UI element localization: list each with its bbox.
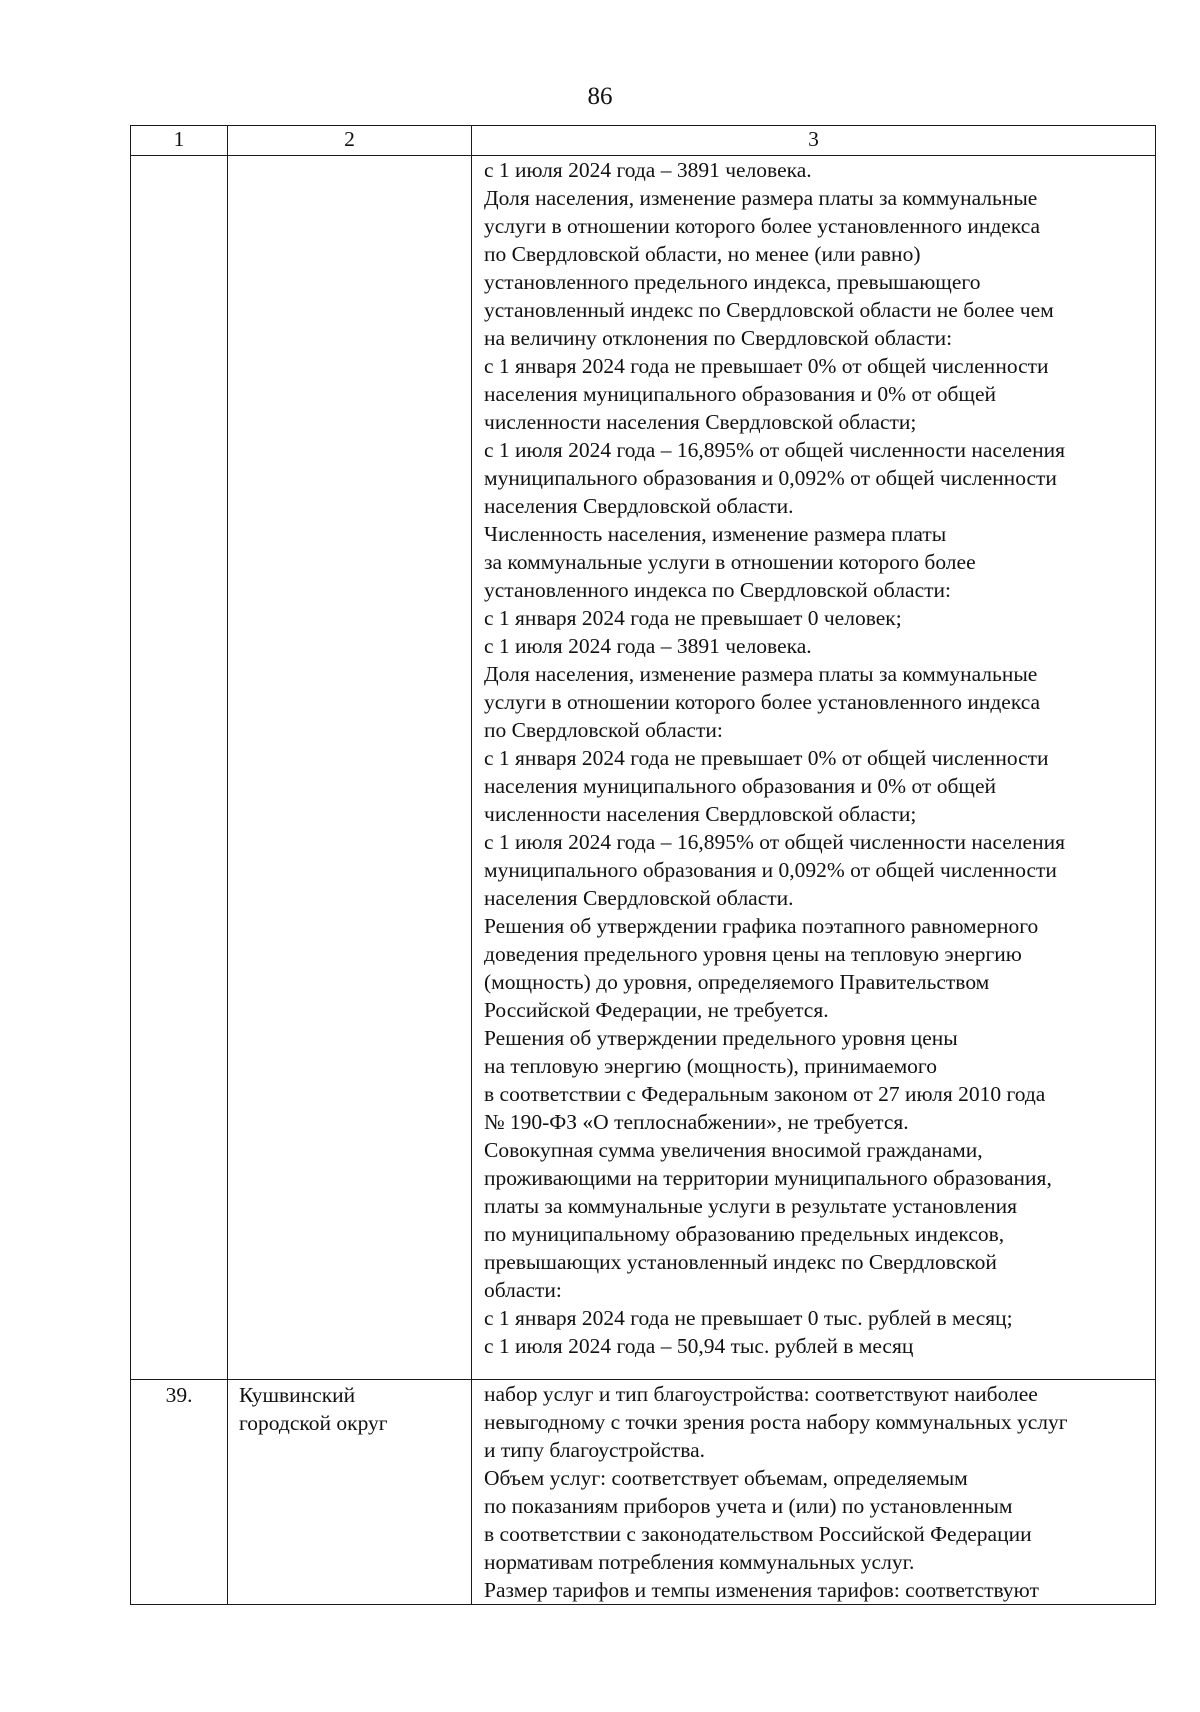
text-line: в соответствии с законодательством Российской Федерации [484, 1522, 1032, 1546]
text-line: Размер тарифов и темпы изменения тарифов: соответствуют [484, 1578, 1039, 1602]
text-line: невыгодному с точки зрения роста набору коммунальных услуг [484, 1410, 1068, 1434]
table-header-row [131, 126, 1156, 156]
text-line: услуги в отношении которого более установленного индекса [484, 214, 1041, 238]
text-line: населения Свердловской области. [484, 494, 794, 518]
text-line: Совокупная сумма увеличения вносимой гражданами, [484, 1138, 983, 1162]
text-line: с 1 июля 2024 года – 3891 человека. [484, 634, 812, 658]
text-line: с 1 июля 2024 года – 16,895% от общей численности населения [484, 830, 1065, 854]
text-line: платы за коммунальные услуги в результате установления [484, 1194, 1018, 1218]
text-line: Российской Федерации, не требуется. [484, 998, 829, 1022]
text-line: установленного предельного индекса, превышающего [484, 270, 981, 294]
text-line: Решения об утверждении предельного уровня цены [484, 1026, 958, 1050]
text-line: Решения об утверждении графика поэтапного равномерного [484, 914, 1039, 938]
text-line: с 1 января 2024 года не превышает 0% от общей численности [484, 354, 1049, 378]
municipality-cell [228, 156, 472, 1380]
text-line: (мощность) до уровня, определяемого Правительством [484, 970, 990, 994]
column-header-3: 3 [472, 126, 1156, 156]
text-line: доведения предельного уровня цены на тепловую энергию [484, 942, 1022, 966]
text-line: населения муниципального образования и 0% от общей [484, 774, 996, 798]
text-line: численности населения Свердловской области; [484, 410, 917, 434]
description-cell [472, 156, 1156, 1380]
document-table [130, 125, 1156, 1605]
text-line: с 1 января 2024 года не превышает 0 человек; [484, 606, 902, 630]
text-line: установленного индекса по Свердловской области: [484, 578, 952, 602]
text-line: установленный индекс по Свердловской области не более чем [484, 298, 1054, 322]
text-line: с 1 января 2024 года не превышает 0 тыс. рублей в месяц; [484, 1306, 1013, 1330]
text-line: области: [484, 1278, 562, 1302]
text-line: муниципального образования и 0,092% от общей численности [484, 466, 1057, 490]
text-line: и типу благоустройства. [484, 1438, 705, 1462]
page-number: 86 [587, 83, 613, 110]
text-line: численности населения Свердловской области; [484, 802, 917, 826]
text-line: с 1 июля 2024 года – 16,895% от общей численности населения [484, 438, 1065, 462]
text-line: с 1 июля 2024 года – 50,94 тыс. рублей в месяц [484, 1334, 914, 1358]
text-line: на тепловую энергию (мощность), принимаемого [484, 1054, 937, 1078]
text-line: населения Свердловской области. [484, 886, 794, 910]
text-line: Численность населения, изменение размера платы [484, 522, 947, 546]
column-header-1: 1 [131, 126, 228, 156]
text-line: набор услуг и тип благоустройства: соответствуют наиболее [484, 1382, 1038, 1406]
column-header-2: 2 [228, 126, 472, 156]
text-line: по Свердловской области, но менее (или равно) [484, 242, 921, 266]
table-row [131, 1380, 1156, 1605]
text-line: населения муниципального образования и 0% от общей [484, 382, 996, 406]
text-line: № 190-ФЗ «О теплоснабжении», не требуется. [484, 1110, 909, 1134]
text-line: проживающими на территории муниципального образования, [484, 1166, 1052, 1190]
text-line: по муниципальному образованию предельных индексов, [484, 1222, 1005, 1246]
text-line: превышающих установленный индекс по Свердловской [484, 1250, 997, 1274]
text-line: городской округ [239, 1411, 388, 1435]
text-line: с 1 июля 2024 года – 3891 человека. [484, 158, 812, 182]
text-line: в соответствии с Федеральным законом от 27 июля 2010 года [484, 1082, 1046, 1106]
text-line: на величину отклонения по Свердловской области: [484, 326, 953, 350]
text-line: Доля населения, изменение размера платы за коммунальные [484, 662, 1038, 686]
text-line: с 1 января 2024 года не превышает 0% от общей численности [484, 746, 1049, 770]
text-line: Доля населения, изменение размера платы за коммунальные [484, 186, 1038, 210]
table-row [131, 156, 1156, 1380]
text-line: по Свердловской области: [484, 718, 723, 742]
municipality-cell [228, 1380, 472, 1605]
text-line: нормативам потребления коммунальных услуг. [484, 1550, 915, 1574]
text-line: муниципального образования и 0,092% от общей численности [484, 858, 1057, 882]
row-number-cell [131, 156, 228, 1380]
text-line: за коммунальные услуги в отношении которого более [484, 550, 976, 574]
text-line: по показаниям приборов учета и (или) по установленным [484, 1494, 1013, 1518]
text-line: услуги в отношении которого более установленного индекса [484, 690, 1041, 714]
text-line: Кушвинский [239, 1383, 356, 1407]
row-number-cell: 39. [131, 1380, 228, 1605]
text-line: Объем услуг: соответствует объемам, определяемым [484, 1466, 968, 1490]
description-cell [472, 1380, 1156, 1605]
